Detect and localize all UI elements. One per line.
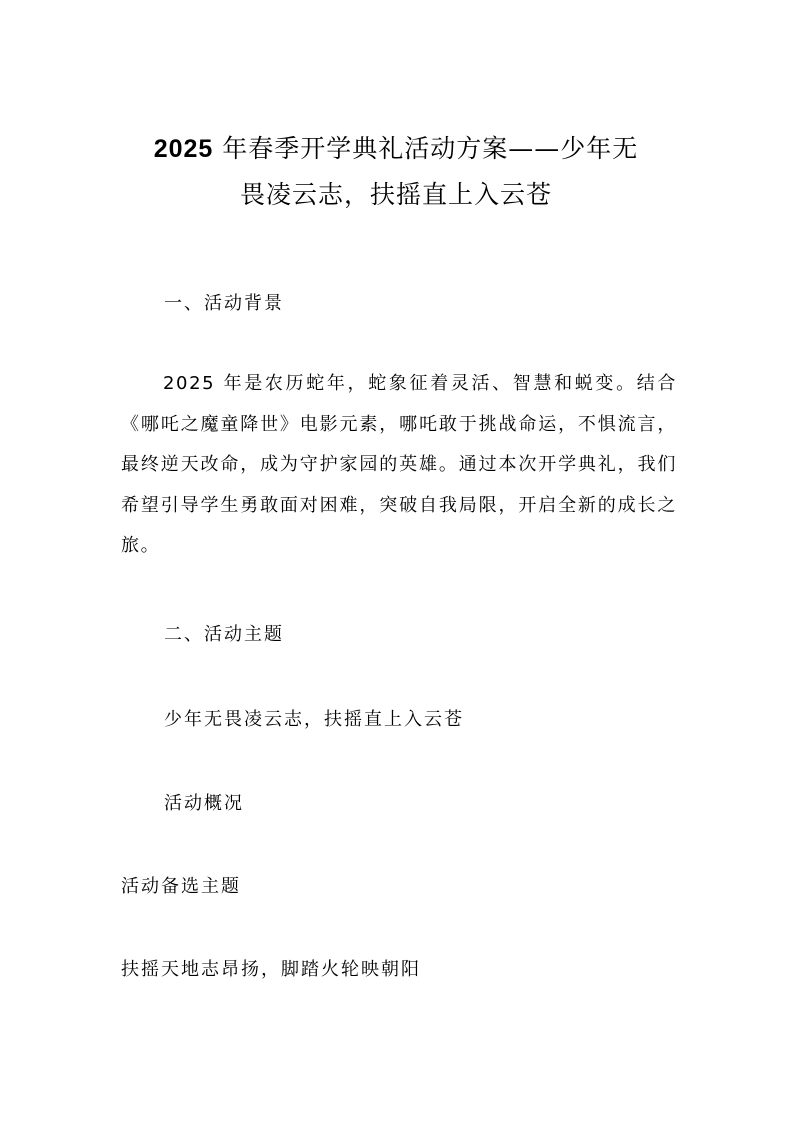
background-paragraph: 2025 年是农历蛇年，蛇象征着灵活、智慧和蜕变。结合《哪吒之魔童降世》电影元素，哪吒敢于挑战命运，不惧流言，最终逆天改命，成为守护家园的英雄。通过本次开学典礼，我们希望引导学生勇敢面对困难，突破自我局限，开启全新的成长之旅。 [121,373,677,556]
overview-label: 活动概况 [164,793,244,814]
section-heading-theme: 二、活动主题 [164,624,284,645]
section-heading-background: 一、活动背景 [164,293,284,314]
alt-theme-text: 扶摇天地志昂扬，脚踏火轮映朝阳 [121,959,421,980]
document-title [118,126,674,217]
title-line1: 年春季开学典礼活动方案——少年无 [213,134,639,163]
title-year: 2025 [153,135,214,163]
theme-text: 少年无畏凌云志，扶摇直上入云苍 [164,709,464,730]
title-line2: 畏凌云志，扶摇直上入云苍 [239,180,552,209]
alt-theme-label: 活动备选主题 [121,876,241,897]
